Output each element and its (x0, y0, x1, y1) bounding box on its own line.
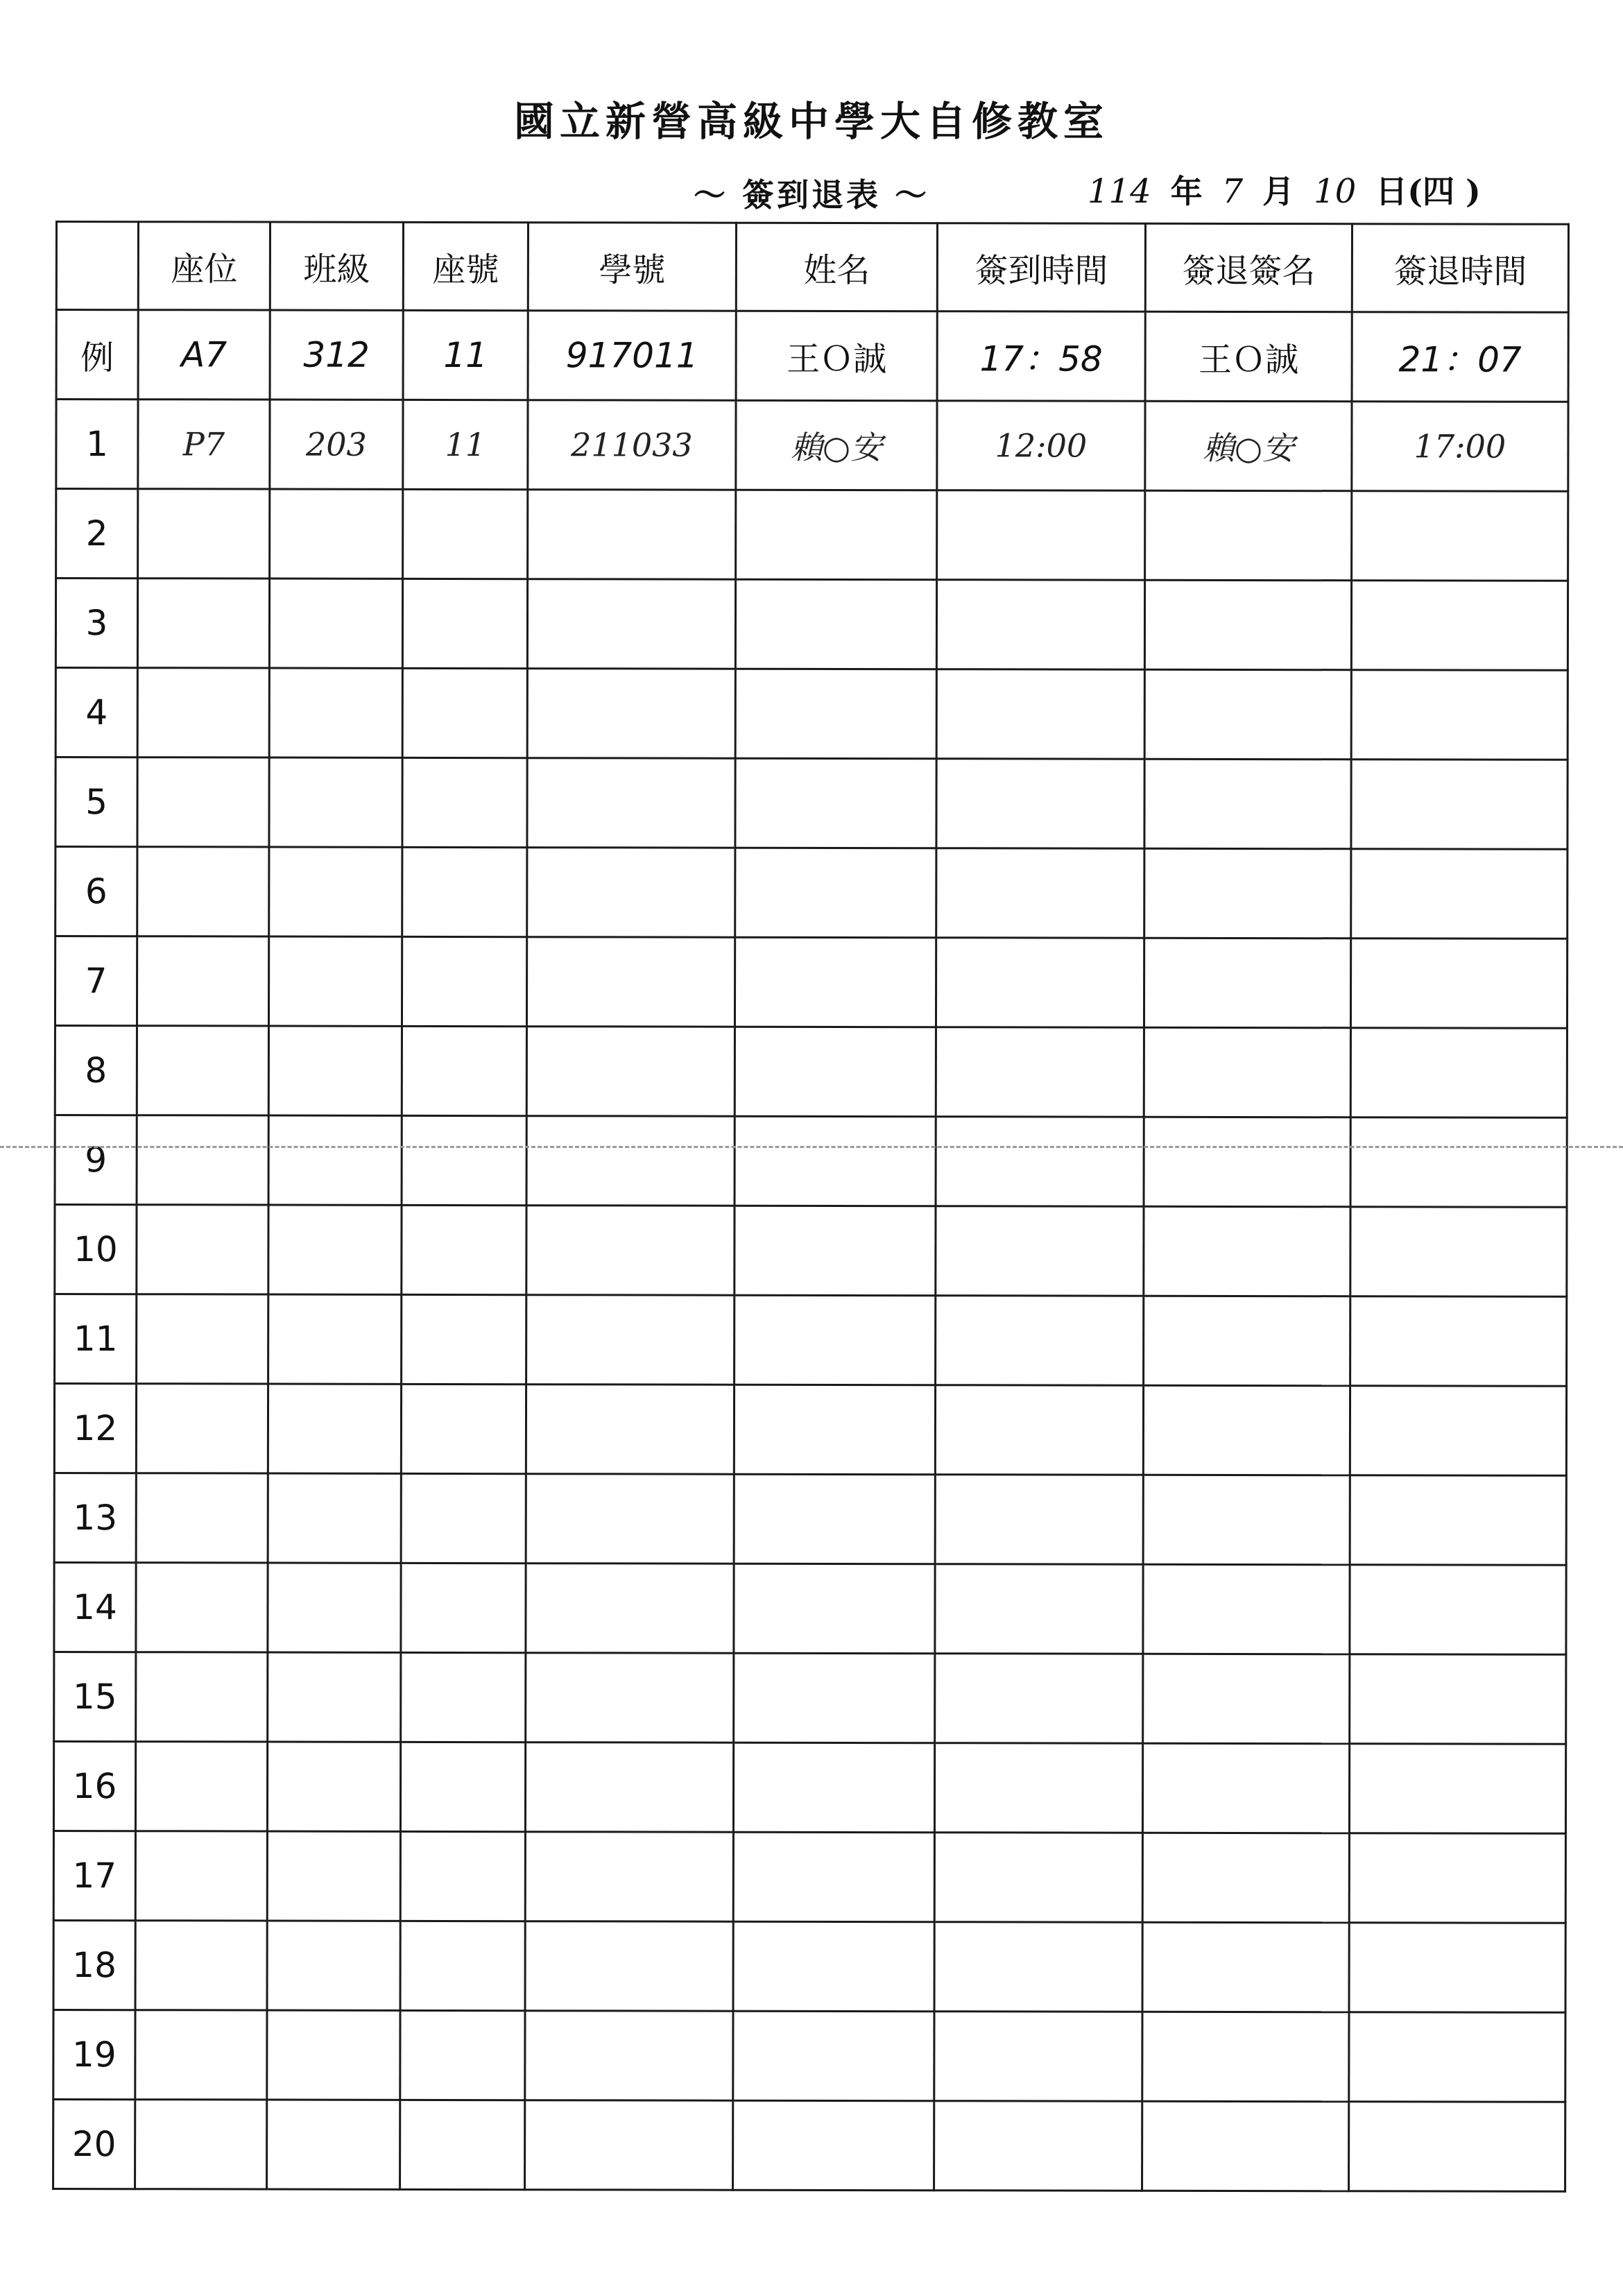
cell-student-id[interactable]: 211033 (528, 400, 736, 490)
table-row (56, 400, 1568, 492)
cell-seat-no[interactable] (402, 1115, 526, 1205)
col-header-student-id: 學號 (528, 223, 736, 311)
cell-checkout-time[interactable] (1349, 1923, 1565, 2013)
cell-checkout-signature[interactable] (1143, 1564, 1350, 1654)
cell-student-id[interactable] (525, 2011, 733, 2101)
cell-name[interactable] (735, 669, 936, 759)
header-row (56, 222, 1568, 313)
row-number: 1 (56, 400, 138, 489)
date-line (1068, 166, 1481, 212)
date-day: 10 (1314, 172, 1357, 211)
cell-student-id[interactable] (526, 1206, 735, 1296)
row-number: 10 (55, 1205, 137, 1294)
cell-checkin-time[interactable] (934, 1833, 1142, 1923)
cell-checkin-time[interactable] (935, 1654, 1143, 1744)
cell-checkin-time[interactable] (935, 1475, 1143, 1565)
cell-seat-no[interactable] (402, 757, 527, 847)
row-number: 16 (53, 1741, 135, 1831)
row-number: 3 (55, 579, 137, 668)
cell-seat-no[interactable] (401, 1563, 526, 1652)
cell-name[interactable] (733, 1742, 934, 1833)
sign-in-table (52, 221, 1570, 2193)
cell-student-id[interactable] (525, 1832, 733, 1922)
cell-student-id[interactable] (526, 1653, 734, 1743)
cell-checkout-signature[interactable] (1145, 490, 1352, 581)
table-row (55, 1205, 1567, 1297)
row-number: 8 (55, 1026, 137, 1115)
cell-seat[interactable]: P7 (138, 400, 270, 489)
cell-checkin-time[interactable] (934, 1743, 1142, 1833)
cell-checkin-time[interactable] (934, 1922, 1142, 2012)
cell-checkin-time[interactable] (934, 2101, 1142, 2191)
cell-student-id[interactable] (528, 490, 736, 580)
cell-class[interactable] (267, 2010, 400, 2100)
cell-checkin-time: 17：58 (937, 311, 1145, 402)
cell-seat[interactable] (136, 1652, 268, 1742)
cell-checkin-time[interactable] (936, 1027, 1144, 1117)
row-number: 18 (53, 1920, 135, 2010)
cell-seat-no[interactable] (402, 1205, 526, 1294)
cell-seat-no[interactable] (402, 579, 527, 668)
cell-checkout-signature[interactable] (1144, 848, 1351, 939)
cell-name[interactable] (733, 1921, 934, 2012)
cell-class[interactable] (267, 1921, 400, 2010)
page-title: 國立新營高級中學大自修教室 (513, 98, 1109, 145)
cell-checkout-signature[interactable] (1142, 2012, 1349, 2102)
cell-seat[interactable] (135, 1831, 267, 1921)
cell-name[interactable] (735, 1116, 936, 1206)
cell-checkout-time[interactable] (1350, 1475, 1566, 1566)
cell-name[interactable] (735, 848, 936, 938)
col-header-checkout-time: 簽退時間 (1352, 224, 1568, 313)
cell-student-id[interactable] (527, 579, 735, 669)
example-label: 例 (56, 310, 138, 400)
row-number: 2 (56, 489, 138, 579)
cell-student-id[interactable] (527, 848, 735, 938)
row-number: 13 (54, 1473, 136, 1562)
cell-seat-no[interactable] (402, 1026, 526, 1115)
table-row (55, 847, 1568, 939)
cell-class[interactable]: 203 (270, 400, 403, 489)
table-row (55, 579, 1568, 671)
table-row (55, 1294, 1567, 1387)
col-header-class: 班級 (270, 222, 403, 310)
table-row (53, 2099, 1565, 2191)
cell-name[interactable] (736, 490, 937, 580)
cell-class[interactable] (267, 2100, 400, 2189)
cell-checkout-time[interactable] (1349, 1833, 1565, 1924)
cell-checkout-signature[interactable] (1144, 1117, 1350, 1207)
table-row (53, 2010, 1565, 2102)
cell-seat: A7 (138, 310, 270, 400)
cell-checkout-signature[interactable] (1142, 1743, 1349, 1833)
table-row (53, 1920, 1565, 2012)
form-subtitle: ～ 簽到退表 ～ (694, 176, 930, 214)
row-number: 12 (54, 1384, 136, 1473)
cell-seat[interactable] (137, 579, 269, 668)
cell-class[interactable] (269, 757, 402, 847)
row-number: 17 (53, 1831, 135, 1920)
cell-checkout-time[interactable] (1352, 491, 1568, 581)
cell-name[interactable] (735, 1295, 936, 1385)
cell-checkout-signature[interactable] (1144, 1296, 1350, 1386)
cell-class[interactable] (269, 579, 402, 668)
cell-seat-no[interactable] (402, 936, 526, 1026)
cell-seat[interactable] (137, 1026, 268, 1115)
cell-checkout-signature: 王Ｏ誠 (1145, 311, 1352, 402)
table-row (54, 1652, 1566, 1744)
cell-name[interactable] (734, 1563, 935, 1654)
cell-student-id[interactable] (526, 1563, 734, 1654)
cell-checkout-time[interactable]: 17:00 (1352, 402, 1568, 492)
fold-line (0, 1146, 1623, 1148)
cell-name[interactable] (734, 1653, 935, 1743)
col-header-checkin-time: 簽到時間 (937, 223, 1145, 312)
table-row (54, 1473, 1566, 1565)
cell-seat-no[interactable] (401, 1384, 526, 1473)
cell-student-id[interactable] (526, 1295, 735, 1385)
table-row (55, 1026, 1567, 1118)
cell-student-id[interactable] (526, 937, 735, 1027)
table-row (53, 1831, 1565, 1923)
cell-seat-no[interactable] (403, 489, 528, 579)
row-number: 20 (53, 2099, 135, 2188)
cell-seat[interactable] (138, 489, 270, 579)
cell-seat-no[interactable] (400, 2010, 525, 2100)
cell-checkin-time[interactable] (935, 1385, 1143, 1475)
cell-seat[interactable] (135, 2010, 267, 2100)
cell-seat-no[interactable] (401, 1652, 526, 1742)
cell-checkout-signature[interactable] (1142, 1922, 1349, 2012)
cell-checkout-time[interactable] (1351, 849, 1568, 939)
col-header-name: 姓名 (736, 223, 937, 311)
cell-seat[interactable] (137, 1115, 268, 1205)
cell-seat-no: 11 (403, 310, 528, 400)
col-header-seat: 座位 (138, 222, 270, 310)
cell-checkin-time[interactable]: 12:00 (937, 401, 1145, 491)
cell-class[interactable] (268, 936, 402, 1026)
cell-seat[interactable] (137, 936, 268, 1026)
table-row (55, 757, 1568, 850)
cell-checkout-signature[interactable] (1144, 580, 1351, 670)
cell-name[interactable] (733, 2011, 934, 2101)
cell-class[interactable] (269, 668, 402, 757)
cell-class[interactable] (270, 489, 403, 579)
cell-checkout-signature[interactable] (1144, 669, 1351, 760)
cell-seat[interactable] (136, 1384, 268, 1473)
day-label: 日 (1375, 173, 1408, 210)
cell-name[interactable] (735, 1027, 936, 1117)
cell-class[interactable] (267, 1742, 400, 1831)
cell-name[interactable] (735, 758, 936, 848)
table-row (54, 1384, 1566, 1476)
cell-name[interactable] (734, 1474, 935, 1564)
cell-student-id[interactable] (527, 669, 735, 759)
table-row (55, 936, 1567, 1029)
cell-student-id[interactable] (526, 1385, 734, 1475)
table-row (56, 489, 1568, 581)
cell-checkin-time[interactable] (936, 848, 1144, 939)
cell-class[interactable] (268, 1563, 401, 1652)
cell-name[interactable]: 賴○安 (736, 400, 937, 490)
cell-student-id[interactable] (526, 1027, 735, 1117)
col-header-checkout-signature: 簽退簽名 (1145, 223, 1352, 312)
cell-checkout-time[interactable] (1351, 581, 1568, 671)
cell-class[interactable] (268, 1473, 401, 1563)
example-row (56, 310, 1568, 402)
cell-checkin-time[interactable] (936, 580, 1144, 670)
date-weekday: (四 ) (1407, 173, 1481, 210)
cell-seat-no[interactable] (400, 1921, 525, 2010)
cell-checkout-signature[interactable] (1143, 1385, 1350, 1475)
table-row (54, 1562, 1566, 1654)
cell-checkout-signature[interactable] (1143, 1654, 1350, 1744)
cell-checkout-signature[interactable] (1144, 759, 1351, 849)
row-number: 5 (55, 757, 137, 847)
cell-checkin-time[interactable] (936, 1206, 1144, 1296)
cell-student-id[interactable] (527, 758, 735, 848)
cell-checkin-time[interactable] (936, 938, 1144, 1028)
cell-class[interactable] (268, 1205, 402, 1294)
cell-checkin-time[interactable] (936, 759, 1144, 849)
date-year: 114 (1088, 172, 1151, 211)
cell-checkout-signature[interactable] (1142, 2101, 1349, 2191)
cell-seat[interactable] (137, 1205, 268, 1294)
cell-student-id[interactable] (525, 1742, 733, 1833)
cell-checkout-time[interactable] (1350, 1565, 1566, 1655)
cell-checkout-signature[interactable] (1144, 1206, 1350, 1296)
cell-seat[interactable] (137, 668, 269, 757)
row-number: 14 (54, 1562, 136, 1652)
cell-seat[interactable] (135, 1742, 267, 1831)
cell-checkin-time[interactable] (937, 490, 1145, 581)
cell-seat[interactable] (137, 1294, 268, 1384)
cell-checkout-time[interactable] (1349, 2102, 1565, 2192)
cell-checkout-time[interactable] (1349, 2012, 1565, 2102)
cell-checkout-time: 21：07 (1352, 312, 1568, 402)
cell-checkout-time[interactable] (1350, 1296, 1567, 1387)
cell-checkout-time[interactable] (1350, 939, 1567, 1029)
cell-seat-no[interactable] (400, 2100, 525, 2189)
cell-seat[interactable] (135, 1921, 267, 2010)
cell-name: 王Ｏ誠 (736, 311, 937, 401)
row-number: 19 (53, 2010, 135, 2099)
cell-checkout-time[interactable] (1349, 1744, 1565, 1834)
row-number: 15 (54, 1652, 136, 1741)
cell-class[interactable] (268, 1652, 401, 1742)
cell-student-id[interactable] (525, 1921, 733, 2012)
cell-name[interactable] (734, 1385, 935, 1475)
table-row (55, 1115, 1567, 1208)
cell-checkout-signature[interactable] (1144, 1027, 1350, 1117)
row-number: 9 (55, 1115, 137, 1205)
row-number: 11 (55, 1294, 137, 1384)
cell-checkin-time[interactable] (936, 1117, 1144, 1207)
cell-checkout-time[interactable] (1350, 1117, 1567, 1208)
row-number: 4 (55, 668, 137, 757)
cell-checkout-time[interactable] (1351, 670, 1568, 760)
cell-checkout-time[interactable] (1350, 1654, 1566, 1745)
cell-class: 312 (270, 310, 403, 400)
cell-seat-no[interactable] (400, 1831, 525, 1921)
cell-checkout-time[interactable] (1351, 760, 1568, 850)
cell-student-id[interactable] (525, 2100, 733, 2191)
cell-checkin-time[interactable] (934, 2012, 1142, 2102)
cell-student-id: 917011 (528, 311, 736, 401)
cell-checkout-signature[interactable] (1144, 938, 1350, 1028)
cell-seat[interactable] (135, 2100, 267, 2189)
cell-checkout-signature[interactable] (1143, 1475, 1350, 1565)
cell-class[interactable] (267, 1831, 400, 1921)
cell-student-id[interactable] (526, 1116, 735, 1206)
row-number: 6 (55, 847, 137, 936)
cell-seat-no[interactable] (401, 1473, 526, 1563)
cell-checkout-time[interactable] (1350, 1207, 1567, 1297)
cell-checkout-time[interactable] (1350, 1386, 1566, 1476)
cell-name[interactable] (735, 579, 936, 669)
month-label: 月 (1262, 173, 1295, 210)
cell-seat[interactable] (137, 847, 269, 936)
cell-seat-no[interactable] (402, 1294, 526, 1384)
table-row (55, 668, 1568, 760)
cell-checkin-time[interactable] (936, 1296, 1144, 1386)
col-header-blank (56, 222, 138, 310)
cell-seat-no[interactable] (400, 1742, 525, 1831)
cell-checkin-time[interactable] (935, 1564, 1143, 1654)
cell-seat-no[interactable] (402, 847, 527, 936)
year-label: 年 (1170, 173, 1203, 210)
cell-name[interactable] (733, 2100, 934, 2191)
cell-seat[interactable] (136, 1473, 268, 1563)
row-number: 7 (55, 936, 137, 1026)
cell-seat[interactable] (137, 757, 269, 847)
cell-checkout-signature[interactable]: 賴○安 (1145, 401, 1352, 491)
cell-name[interactable] (735, 1206, 936, 1296)
cell-seat-no[interactable]: 11 (403, 400, 528, 489)
cell-checkout-time[interactable] (1350, 1028, 1567, 1118)
cell-class[interactable] (268, 1384, 401, 1473)
cell-name[interactable] (733, 1832, 934, 1922)
cell-student-id[interactable] (526, 1474, 734, 1564)
col-header-seat-no: 座號 (403, 222, 528, 310)
table-row (53, 1741, 1565, 1833)
cell-checkin-time[interactable] (936, 669, 1144, 760)
date-month: 7 (1221, 172, 1244, 211)
cell-name[interactable] (735, 937, 936, 1027)
cell-class[interactable] (269, 847, 402, 936)
cell-seat-no[interactable] (402, 668, 527, 757)
cell-class[interactable] (268, 1115, 402, 1205)
cell-class[interactable] (268, 1026, 402, 1115)
cell-class[interactable] (268, 1294, 402, 1384)
cell-seat[interactable] (136, 1563, 268, 1652)
cell-checkout-signature[interactable] (1142, 1833, 1349, 1923)
